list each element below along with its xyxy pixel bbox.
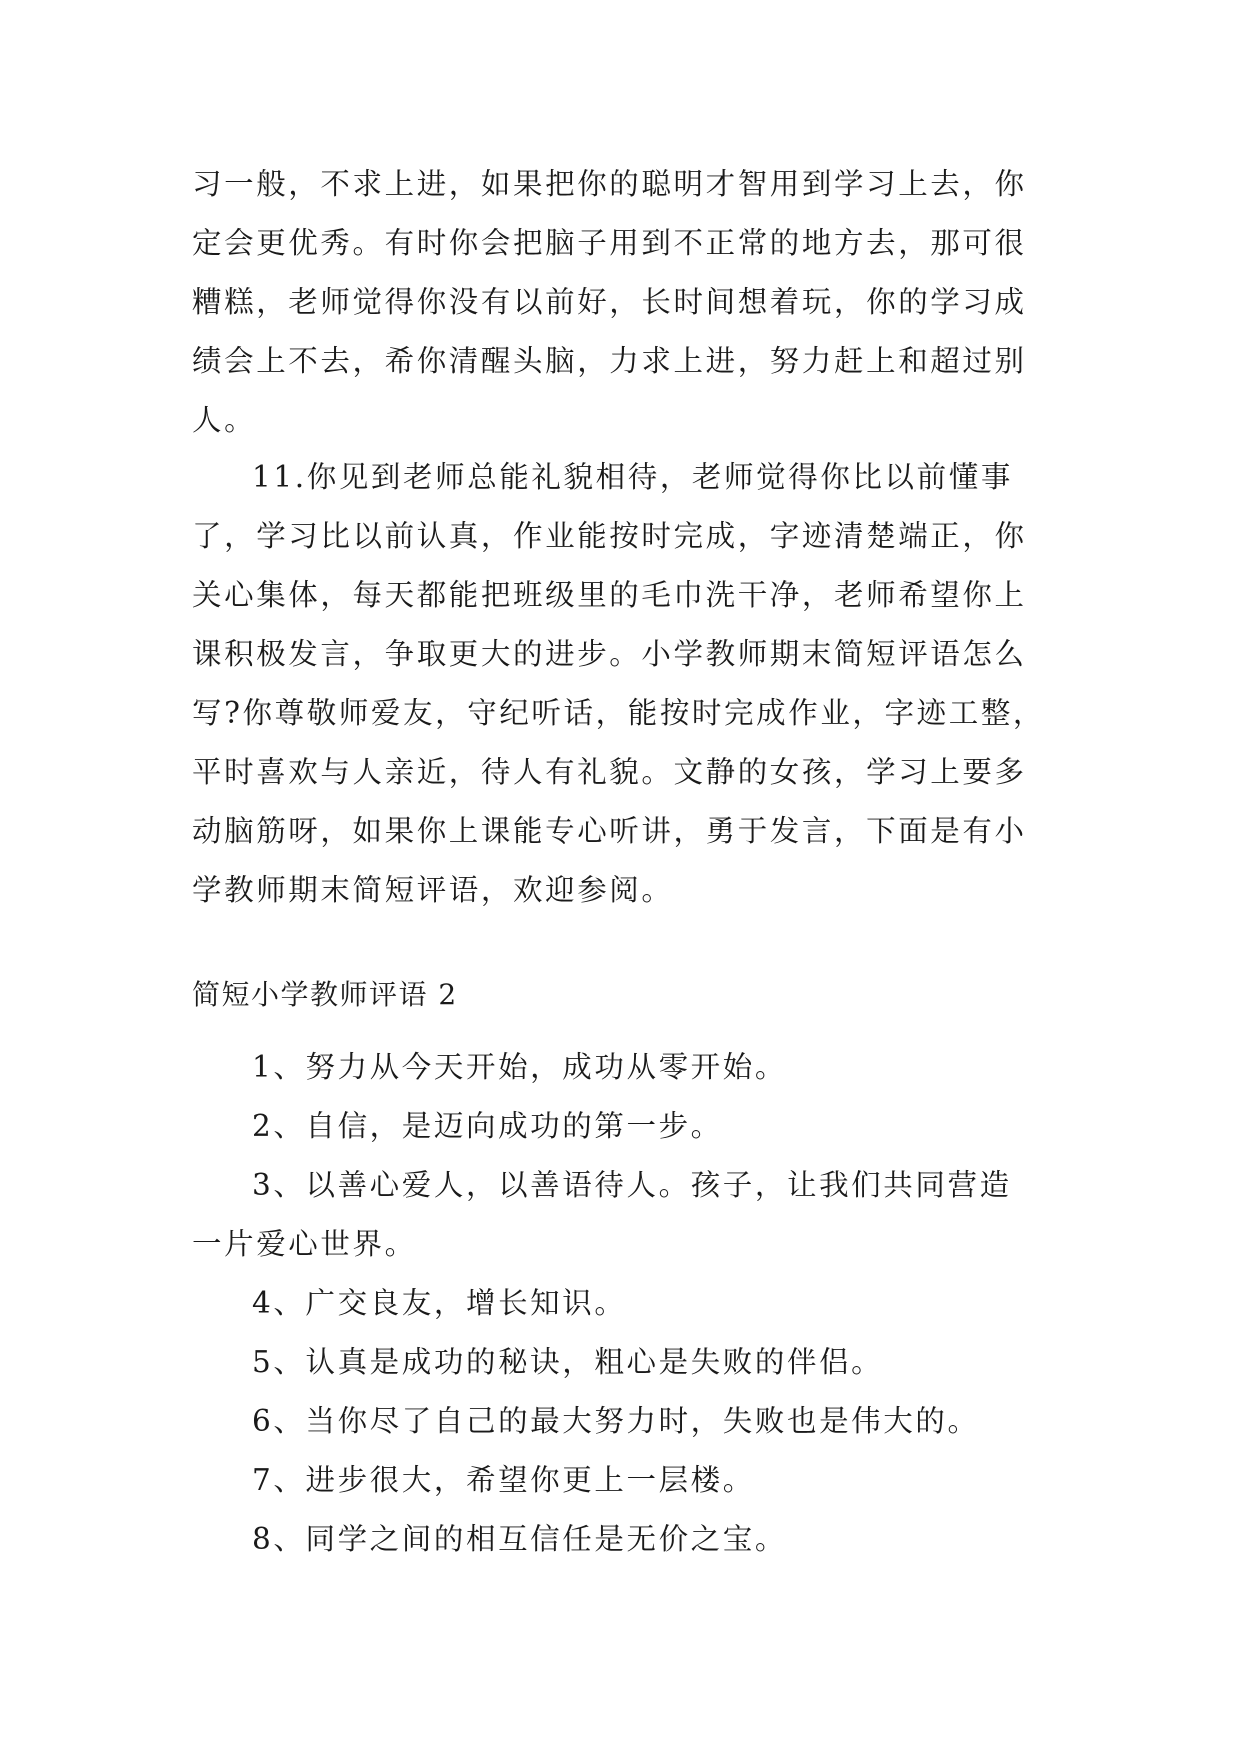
text-line: 人。 xyxy=(192,403,257,437)
list-item: 5、认真是成功的秘诀，粗心是失败的伴侣。 xyxy=(252,1345,884,1379)
section-heading: 简短小学教师评语 2 xyxy=(192,978,458,1011)
list-item: 6、当你尽了自己的最大努力时，失败也是伟大的。 xyxy=(252,1404,980,1438)
text-line: 课积极发言，争取更大的进步。小学教师期末简短评语怎么 xyxy=(192,637,1027,671)
list-item: 2、自信，是迈向成功的第一步。 xyxy=(252,1109,723,1143)
text-line: 11.你见到老师总能礼貌相待，老师觉得你比以前懂事 xyxy=(252,460,1013,494)
list-item: 1、努力从今天开始，成功从零开始。 xyxy=(252,1050,787,1084)
text-line: 学教师期末简短评语，欢迎参阅。 xyxy=(192,873,674,907)
text-line: 关心集体，每天都能把班级里的毛巾洗干净，老师希望你上 xyxy=(192,578,1027,612)
paragraph-continuation xyxy=(192,155,1062,450)
text-line: 动脑筋呀，如果你上课能专心听讲，勇于发言，下面是有小 xyxy=(192,814,1027,848)
numbered-list xyxy=(192,1038,1062,1569)
list-item: 3、以善心爱人，以善语待人。孩子，让我们共同营造 xyxy=(252,1168,1012,1202)
text-line: 写?你尊敬师爱友，守纪听话，能按时完成作业，字迹工整， xyxy=(192,696,1046,730)
text-line: 定会更优秀。有时你会把脑子用到不正常的地方去，那可很 xyxy=(192,226,1027,260)
text-line: 绩会上不去，希你清醒头脑，力求上进，努力赶上和超过别 xyxy=(192,344,1027,378)
list-item: 8、同学之间的相互信任是无价之宝。 xyxy=(252,1522,787,1556)
list-item: 4、广交良友，增长知识。 xyxy=(252,1286,627,1320)
text-line: 习一般，不求上进，如果把你的聪明才智用到学习上去，你 xyxy=(192,167,1027,201)
text-line: 糟糕，老师觉得你没有以前好，长时间想着玩，你的学习成 xyxy=(192,285,1027,319)
paragraph-item-11 xyxy=(192,448,1062,920)
text-line: 了，学习比以前认真，作业能按时完成，字迹清楚端正，你 xyxy=(192,519,1027,553)
text-line: 平时喜欢与人亲近，待人有礼貌。文静的女孩，学习上要多 xyxy=(192,755,1027,789)
list-item-continuation: 一片爱心世界。 xyxy=(192,1227,417,1261)
list-item: 7、进步很大，希望你更上一层楼。 xyxy=(252,1463,755,1497)
